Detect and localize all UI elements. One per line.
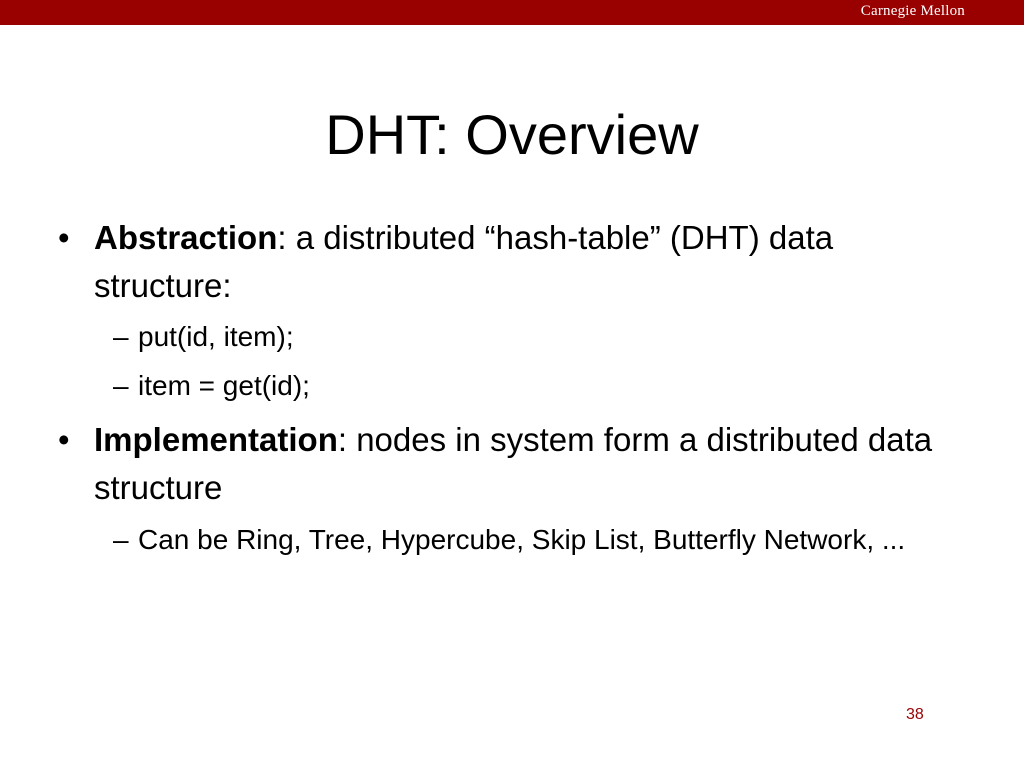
bullet-term: Abstraction (94, 219, 278, 256)
bullet-text: : a distributed “hash-table” (DHT) data structure: (94, 219, 834, 304)
subitem-put (113, 318, 928, 356)
bullet-term: Implementation (94, 421, 338, 458)
dash-marker: – (113, 321, 129, 352)
subitem-text: put(id, item); (138, 321, 294, 352)
bullet-marker: • (58, 421, 70, 458)
dash-marker: – (113, 524, 129, 555)
bullet-implementation (58, 416, 934, 512)
page-number: 38 (906, 706, 924, 723)
header-bar (0, 0, 1024, 25)
bullet-abstraction (58, 214, 934, 310)
subitem-text: item = get(id); (138, 370, 310, 401)
brand-logo-text: Carnegie Mellon (860, 3, 965, 19)
bullet-text: : nodes in system form a distributed data structure (94, 421, 933, 506)
subitem-implementations (113, 521, 918, 559)
subitem-get (113, 367, 928, 405)
bullet-marker: • (58, 219, 70, 256)
slide-title: DHT: Overview (325, 103, 699, 166)
subitem-text: Can be Ring, Tree, Hypercube, Skip List, Butterfly Network, ... (138, 524, 906, 555)
dash-marker: – (113, 370, 129, 401)
